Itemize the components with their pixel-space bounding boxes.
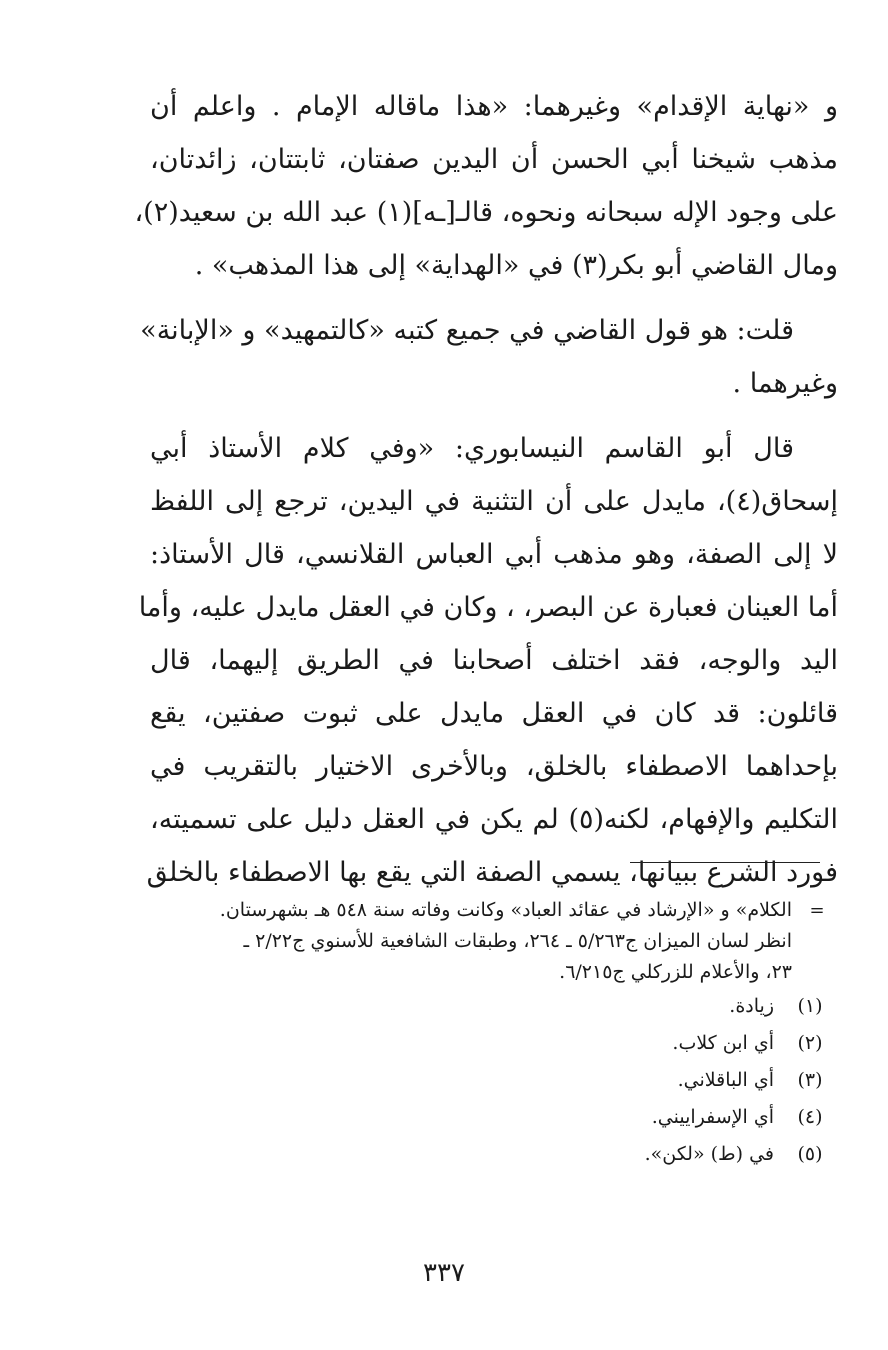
text-line: التكليم والإفهام، لكنه(٥) لم يكن في العقل دليل على تسميته، bbox=[150, 804, 839, 835]
text-line: قال أبو القاسم النيسابوري: «وفي كلام الأستاذ أبي bbox=[150, 433, 794, 464]
footnote-item bbox=[160, 988, 832, 1025]
paragraph-1 bbox=[134, 80, 838, 292]
footnote-item bbox=[160, 1062, 832, 1099]
footnote-text: زيادة. bbox=[729, 995, 774, 1017]
footnote-line: انظر لسان الميزان ج٥/٢٦٣ ـ ٢٦٤، وطبقات الشافعية للأسنوي ج٢/٢٢ ـ bbox=[243, 930, 792, 952]
text-line: أما العينان فعبارة عن البصر، ، وكان في العقل مايدل عليه، وأما bbox=[138, 592, 838, 623]
text-line: اليد والوجه، فقد اختلف أصحابنا في الطريق إليهما، قال bbox=[150, 645, 838, 676]
text-line: ومال القاضي أبو بكر(٣) في «الهداية» إلى هذا المذهب» . bbox=[194, 250, 838, 281]
footnote-number: (١) bbox=[797, 995, 823, 1017]
main-text bbox=[134, 80, 839, 899]
footnote-continuation bbox=[160, 895, 832, 988]
footnote-number: (٢) bbox=[797, 1032, 823, 1054]
footnote-line: الكلام» و «الإرشاد في عقائد العباد» وكانت وفاته سنة ٥٤٨ هـ بشهرستان. bbox=[219, 899, 792, 921]
text-line: مذهب شيخنا أبي الحسن أن اليدين صفتان، ثابتتان، زائدتان، bbox=[150, 144, 838, 175]
text-line: لا إلى الصفة، وهو مذهب أبي العباس القلانسي، قال الأستاذ: bbox=[150, 539, 838, 570]
footnote-item bbox=[160, 1136, 832, 1173]
text-line: قلت: هو قول القاضي في جميع كتبه «كالتمهيد» و «الإبانة» bbox=[140, 315, 794, 346]
footnote-line: ٢٣، والأعلام للزركلي ج٦/٢١٥. bbox=[559, 961, 792, 983]
text-line: فورد الشرع ببيانها، يسمي الصفة التي يقع بها الاصطفاء بالخلق bbox=[146, 857, 838, 888]
footnote-item bbox=[160, 1025, 832, 1062]
text-line: إسحاق(٤)، مايدل على أن التثنية في اليدين، ترجع إلى اللفظ bbox=[150, 486, 838, 517]
continuation-mark: = bbox=[809, 900, 825, 921]
footnote-item bbox=[160, 1099, 832, 1136]
footnote-text: أي ابن كلاب. bbox=[672, 1032, 774, 1054]
text-line: وغيرهما . bbox=[732, 368, 838, 399]
paragraph-3 bbox=[138, 422, 839, 899]
text-line: بإحداهما الاصطفاء بالخلق، وبالأخرى الاختيار بالتقريب في bbox=[150, 751, 838, 782]
footnote-number: (٥) bbox=[797, 1143, 823, 1165]
footnote-text: في (ط) «لكن». bbox=[644, 1143, 774, 1165]
footnote-number: (٤) bbox=[797, 1106, 823, 1128]
footnote-text: أي الباقلاني. bbox=[677, 1069, 774, 1091]
footnote-number: (٣) bbox=[797, 1069, 823, 1091]
text-line: على وجود الإله سبحانه ونحوه، قالـ[ـه](١) عبد الله بن سعيد(٢)، bbox=[134, 197, 838, 228]
text-line: و «نهاية الإقدام» وغيرهما: «هذا ماقاله الإمام . واعلم أن bbox=[150, 91, 838, 122]
footnote-divider bbox=[630, 862, 820, 863]
paragraph-2 bbox=[140, 304, 838, 410]
footnote-text: أي الإسفراييني. bbox=[651, 1106, 774, 1128]
text-line: قائلون: قد كان في العقل مايدل على ثبوت صفتين، يقع bbox=[150, 698, 838, 729]
footnotes bbox=[160, 895, 832, 1173]
page-number: ٣٣٧ bbox=[423, 1258, 465, 1288]
